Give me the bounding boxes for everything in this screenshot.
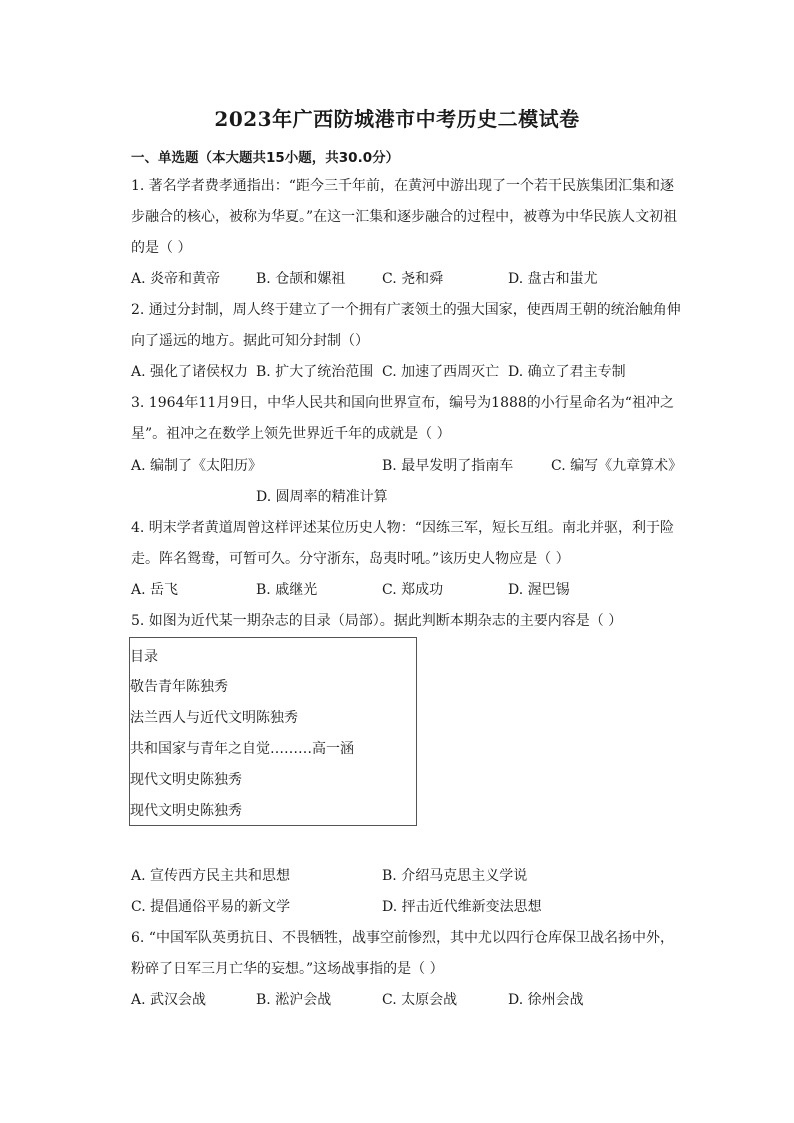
question-2-line-1: 2. 通过分封制，周人终于建立了一个拥有广袤领土的强大国家，使西周王朝的统治触角伸 [131,302,681,318]
question-3-option-d: D. 圆周率的精准计算 [256,489,388,505]
toc-item: 现代文明史陈独秀 [130,803,242,819]
question-1-option-a: A. 炎帝和黄帝 [131,271,221,287]
question-4-option-c: C. 郑成功 [382,582,444,598]
question-1-option-d: D. 盘古和蚩尤 [508,271,598,287]
question-4-option-d: D. 渥巴锡 [508,582,570,598]
toc-heading: 目录 [130,649,158,665]
section-header: 一、单选题（本大题共15小题，共30.0分） [131,150,400,166]
question-5-option-b: B. 介绍马克思主义学说 [382,868,528,884]
question-3-option-c: C. 编写《九章算术》 [551,458,683,474]
magazine-table-of-contents [129,637,417,826]
toc-item: 共和国家与青年之自觉………高一涵 [130,741,354,757]
question-5-line-1: 5. 如图为近代某一期杂志的目录（局部）。据此判断本期杂志的主要内容是（ ） [131,613,623,629]
question-2-option-c: C. 加速了西周灭亡 [382,364,500,380]
question-6-option-a: A. 武汉会战 [131,992,207,1008]
question-5-option-a: A. 宣传西方民主共和思想 [131,868,291,884]
question-2-line-2: 向了遥远的地方。据此可知分封制（） [131,333,369,349]
question-5-option-c: C. 提倡通俗平易的新文学 [131,899,291,915]
question-6-option-d: D. 徐州会战 [508,992,584,1008]
question-3-line-2: 星”。祖冲之在数学上领先世界近千年的成就是（ ） [131,426,451,442]
question-4-option-a: A. 岳飞 [131,582,179,598]
toc-item: 敬告青年陈独秀 [130,679,228,695]
question-2-option-d: D. 确立了君主专制 [508,364,626,380]
question-5-option-d: D. 抨击近代维新变法思想 [382,899,542,915]
question-1-line-2: 步融合的核心，被称为华夏。”在这一汇集和逐步融合的过程中，被尊为中华民族人文初祖 [131,209,678,225]
question-2-option-b: B. 扩大了统治范围 [256,364,374,380]
question-6-line-1: 6. “中国军队英勇抗日、不畏牺牲，战事空前惨烈，其中尤以四行仓库保卫战名扬中外， [131,930,674,946]
question-1-option-b: B. 仓颉和嫘祖 [256,271,346,287]
question-1-line-3: 的是（ ） [131,240,192,256]
page-title: 2023年广西防城港市中考历史二模试卷 [214,107,580,131]
toc-item: 法兰西人与近代文明陈独秀 [130,710,298,726]
question-4-line-2: 走。阵名鸳鸯，可暂可久。分守浙东，岛夷时吼。”该历史人物应是（ ） [131,551,570,567]
question-4-line-1: 4. 明末学者黄道周曾这样评述某位历史人物：“因练三军，短长互组。南北并驱，利于险 [131,520,674,536]
question-6-option-c: C. 太原会战 [382,992,458,1008]
question-6-line-2: 粉碎了日军三月亡华的妄想。”这场战事指的是（ ） [131,961,444,977]
question-3-option-b: B. 最早发明了指南车 [382,458,514,474]
question-4-option-b: B. 戚继光 [256,582,318,598]
question-2-option-a: A. 强化了诸侯权力 [131,364,249,380]
question-1-option-c: C. 尧和舜 [382,271,444,287]
question-1-line-1: 1. 著名学者费孝通指出：“距今三千年前，在黄河中游出现了一个若干民族集团汇集和逐 [131,178,674,194]
toc-item: 现代文明史陈独秀 [130,772,242,788]
question-3-option-a: A. 编制了《太阳历》 [131,458,263,474]
question-3-line-1: 3. 1964年11月9日，中华人民共和国向世界宣布，编号为1888的小行星命名为“祖冲之 [131,395,674,411]
question-6-option-b: B. 淞沪会战 [256,992,332,1008]
